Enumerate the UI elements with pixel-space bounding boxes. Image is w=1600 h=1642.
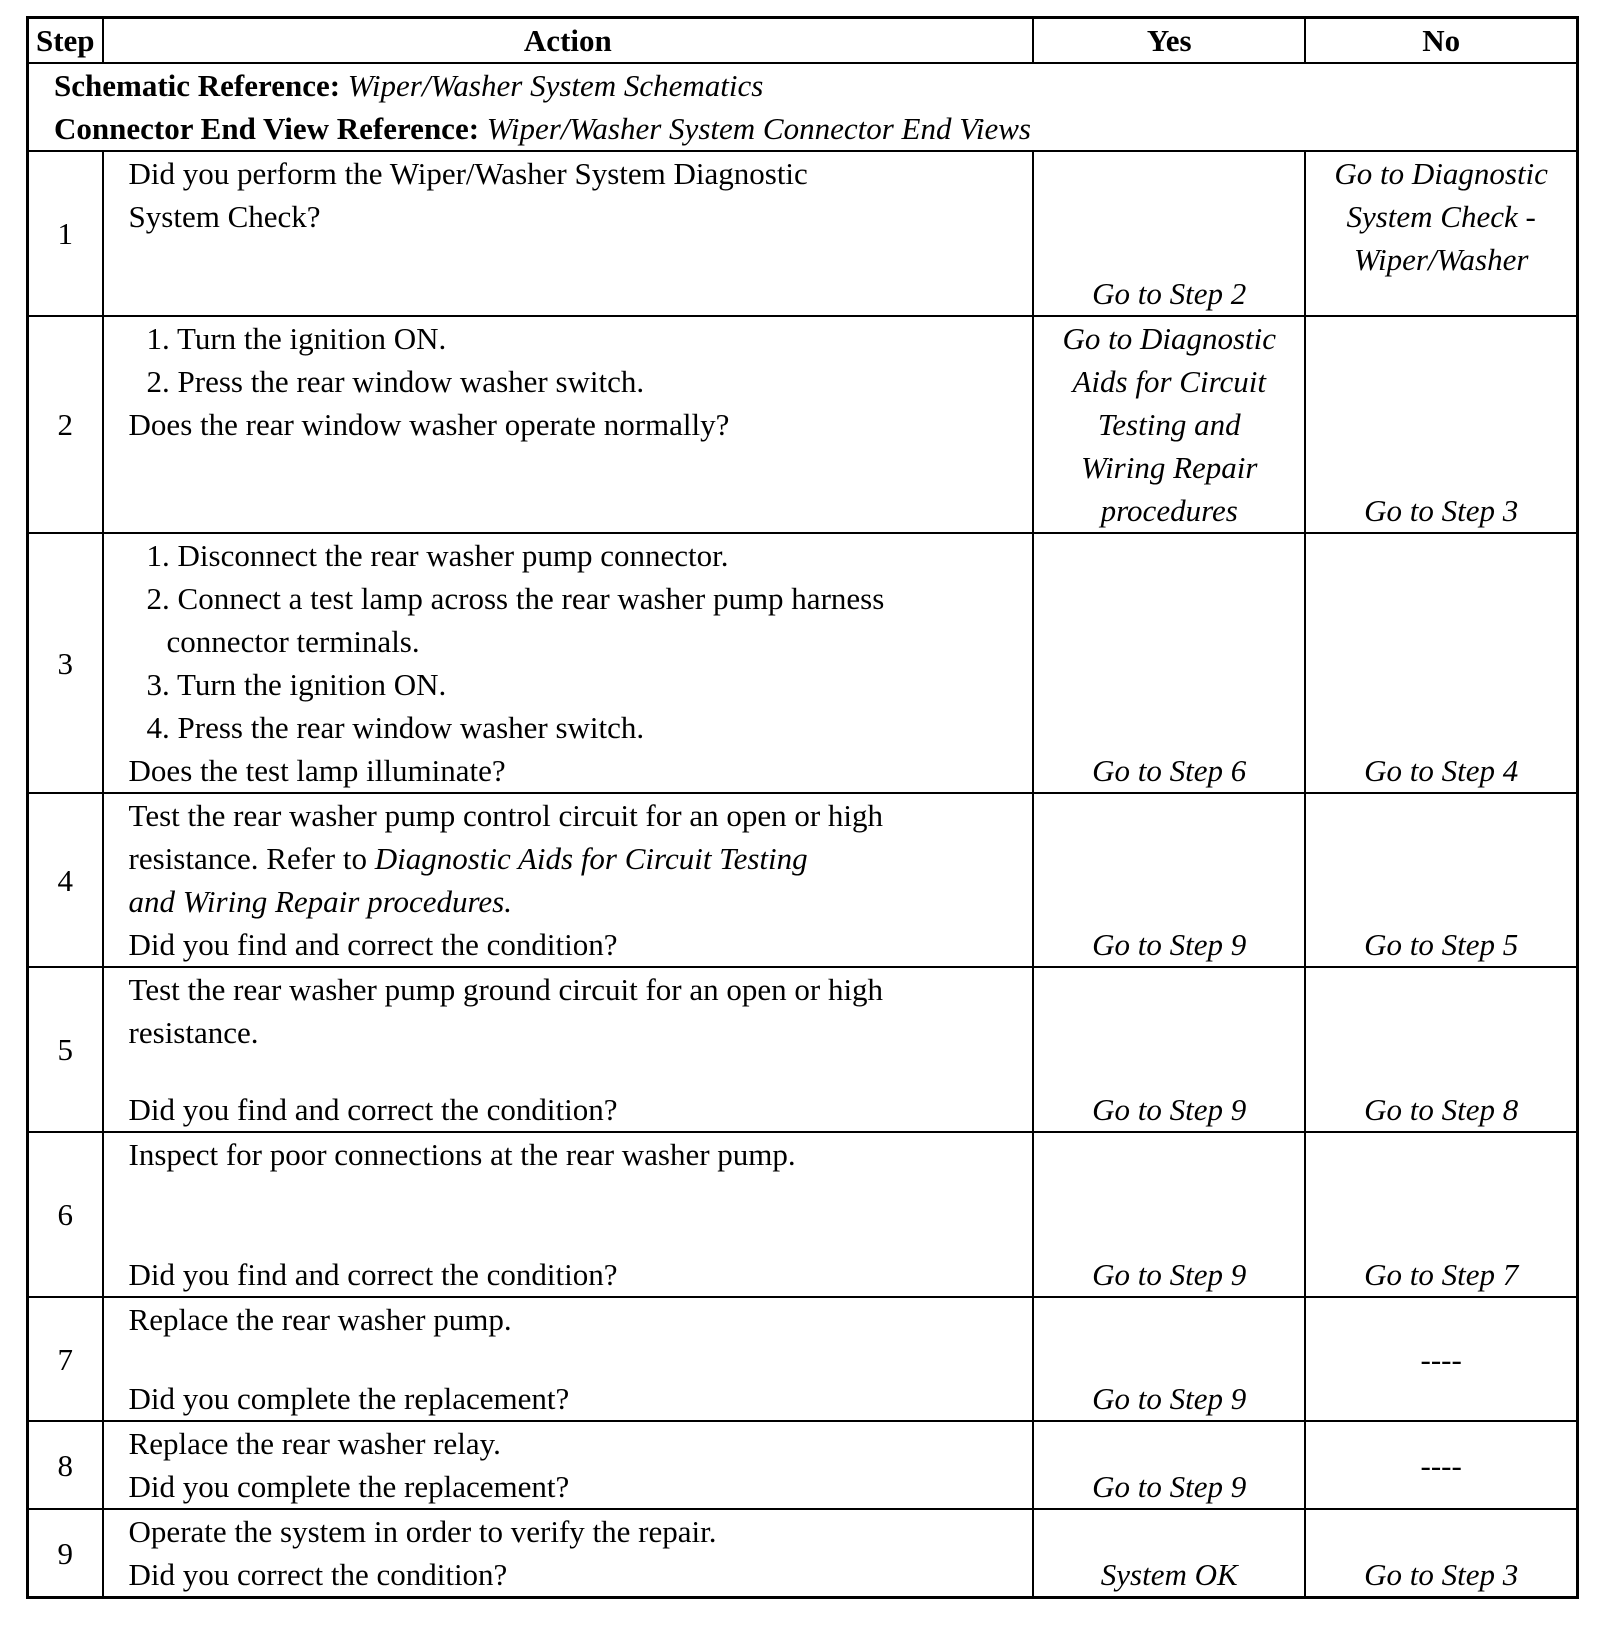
no-cell: [1305, 316, 1577, 533]
no-cell: [1305, 793, 1577, 967]
connector-reference-label: Connector End View Reference:: [54, 111, 480, 146]
yes-result: Go to Step 6: [1092, 753, 1247, 788]
table-row: [28, 1132, 1578, 1297]
connector-reference-link[interactable]: Wiper/Washer System Connector End Views: [486, 111, 1031, 146]
action-cell: [103, 1509, 1034, 1598]
yes-result: System OK: [1100, 1557, 1238, 1592]
no-result: Go to Step 3: [1364, 493, 1519, 528]
step-number: 5: [28, 967, 103, 1132]
yes-cell: [1033, 1297, 1305, 1421]
yes-cell: [1033, 793, 1305, 967]
yes-result: Go to Step 9: [1092, 927, 1247, 962]
no-result: ----: [1420, 1447, 1462, 1483]
reference-row: [28, 63, 1578, 151]
header-no: No: [1305, 18, 1577, 64]
action-line: Inspect for poor connections at the rear washer pump.: [128, 1137, 796, 1172]
yes-result: Go to Step 9: [1092, 1469, 1247, 1504]
step-number: 7: [28, 1297, 103, 1421]
yes-cell: [1033, 533, 1305, 793]
yes-result: procedures: [1100, 493, 1238, 528]
action-cell: [103, 1421, 1034, 1509]
no-cell: [1305, 533, 1577, 793]
yes-cell: [1033, 1421, 1305, 1509]
table-row: [28, 1509, 1578, 1598]
action-line: 1. Disconnect the rear washer pump connector.: [146, 538, 729, 573]
action-line: 2. Press the rear window washer switch.: [146, 364, 645, 399]
step-number: 4: [28, 793, 103, 967]
action-cell: [103, 533, 1034, 793]
action-line: Replace the rear washer relay.: [128, 1426, 501, 1461]
yes-result: Go to Step 9: [1092, 1092, 1247, 1127]
header-step: Step: [28, 18, 103, 64]
yes-cell: [1033, 151, 1305, 316]
yes-result: Go to Step 9: [1092, 1257, 1247, 1292]
step-number: 6: [28, 1132, 103, 1297]
action-line: System Check?: [128, 199, 321, 234]
yes-result: Go to Step 2: [1092, 276, 1247, 311]
action-line: 3. Turn the ignition ON.: [146, 667, 447, 702]
action-line: Operate the system in order to verify the repair.: [128, 1514, 717, 1549]
table-row: [28, 151, 1578, 316]
header-row: [28, 18, 1578, 64]
action-line: Test the rear washer pump control circuit for an open or high: [128, 798, 884, 833]
no-cell: [1305, 1132, 1577, 1297]
procedure-reference-link[interactable]: Diagnostic Aids for Circuit Testing: [374, 841, 808, 876]
table-row: [28, 967, 1578, 1132]
no-result: Go to Step 3: [1364, 1557, 1519, 1592]
action-line: Does the test lamp illuminate?: [128, 753, 506, 788]
schematic-reference-link[interactable]: Wiper/Washer System Schematics: [347, 68, 764, 103]
table-row: [28, 1297, 1578, 1421]
step-number: 3: [28, 533, 103, 793]
table-row: [28, 793, 1578, 967]
yes-result: Testing and: [1097, 407, 1241, 442]
diagnostic-table: [26, 16, 1579, 1599]
action-line: Did you complete the replacement?: [128, 1381, 570, 1416]
action-line: Did you find and correct the condition?: [128, 1092, 618, 1127]
step-number: 1: [28, 151, 103, 316]
step-number: 9: [28, 1509, 103, 1598]
header-yes: Yes: [1033, 18, 1305, 64]
step-number: 2: [28, 316, 103, 533]
action-line: Did you perform the Wiper/Washer System Diagnostic: [128, 156, 808, 191]
action-cell: [103, 316, 1034, 533]
yes-cell: [1033, 1509, 1305, 1598]
action-line: resistance.: [128, 1015, 259, 1050]
action-cell: [103, 1297, 1034, 1421]
no-result: Wiper/Washer: [1353, 242, 1529, 277]
no-cell: [1305, 967, 1577, 1132]
action-line: 4. Press the rear window washer switch.: [146, 710, 645, 745]
action-line: 1. Turn the ignition ON.: [146, 321, 447, 356]
action-line: Did you complete the replacement?: [128, 1469, 570, 1504]
action-line: Did you correct the condition?: [128, 1557, 508, 1592]
table-row: [28, 1421, 1578, 1509]
no-cell: [1305, 1509, 1577, 1598]
no-result: Go to Step 5: [1364, 927, 1519, 962]
action-cell: [103, 151, 1034, 316]
action-cell: [103, 967, 1034, 1132]
no-cell: [1305, 1421, 1577, 1509]
schematic-reference-label: Schematic Reference:: [54, 68, 341, 103]
yes-result: Aids for Circuit: [1072, 364, 1266, 399]
action-cell: [103, 1132, 1034, 1297]
no-cell: [1305, 151, 1577, 316]
no-result: Go to Step 8: [1364, 1092, 1519, 1127]
no-result: Go to Step 7: [1364, 1257, 1519, 1292]
header-action: Action: [103, 18, 1034, 64]
yes-cell: [1033, 1132, 1305, 1297]
procedure-reference-link[interactable]: and Wiring Repair procedures.: [128, 884, 512, 919]
table-row: [28, 316, 1578, 533]
no-result: ----: [1420, 1341, 1462, 1377]
action-line: resistance. Refer to Diagnostic Aids for Circuit Testing: [128, 841, 808, 876]
no-cell: [1305, 1297, 1577, 1421]
action-line: Did you find and correct the condition?: [128, 927, 618, 962]
schematic-reference: [54, 64, 1576, 107]
action-line: connector terminals.: [166, 624, 420, 659]
action-cell: [103, 793, 1034, 967]
yes-result: Wiring Repair: [1080, 450, 1258, 485]
connector-reference: [54, 107, 1576, 150]
action-line: Test the rear washer pump ground circuit for an open or high: [128, 972, 884, 1007]
no-result: System Check -: [1346, 199, 1536, 234]
no-result: Go to Step 4: [1364, 753, 1519, 788]
reference-cell: [28, 63, 1578, 151]
action-line: 2. Connect a test lamp across the rear washer pump harness: [146, 581, 885, 616]
action-line: Replace the rear washer pump.: [128, 1302, 512, 1337]
action-line: Did you find and correct the condition?: [128, 1257, 618, 1292]
yes-result: Go to Step 9: [1092, 1381, 1247, 1416]
yes-cell: [1033, 316, 1305, 533]
step-number: 8: [28, 1421, 103, 1509]
action-line: Does the rear window washer operate normally?: [128, 407, 730, 442]
table-row: [28, 533, 1578, 793]
no-result: Go to Diagnostic: [1334, 156, 1548, 191]
yes-cell: [1033, 967, 1305, 1132]
yes-result: Go to Diagnostic: [1062, 321, 1276, 356]
